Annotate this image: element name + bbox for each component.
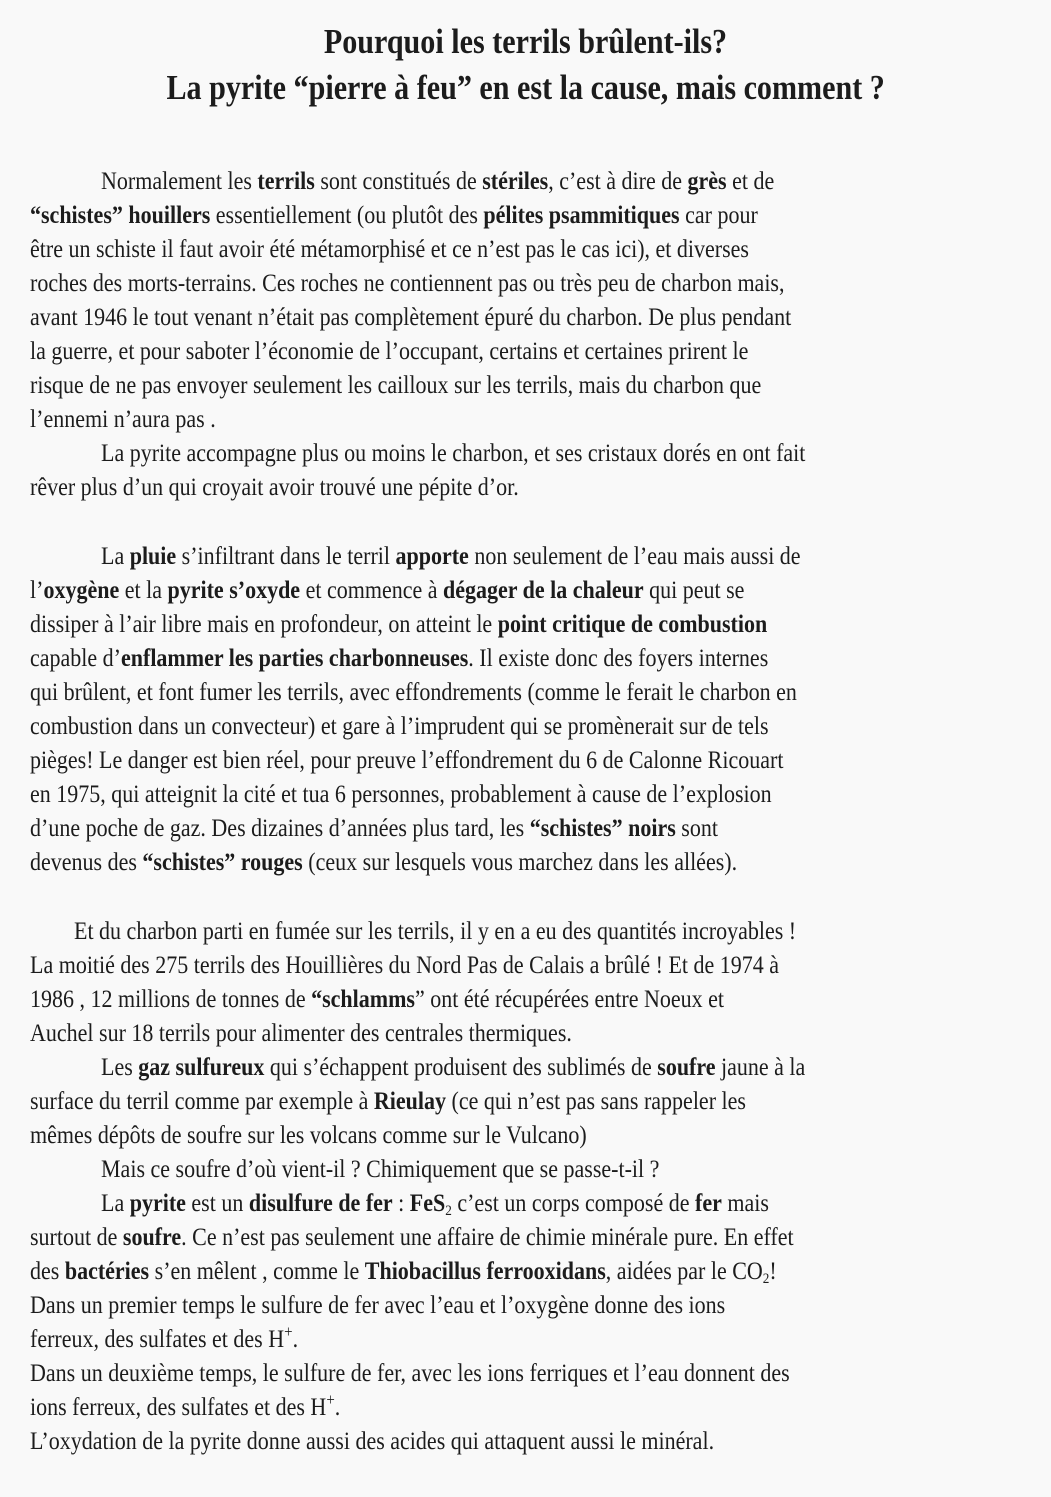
bold-term: “schlamms <box>311 986 415 1013</box>
title-line-2 <box>0 68 1051 108</box>
text-run: qui peut se <box>643 577 745 604</box>
text-run: ! <box>769 1258 777 1285</box>
bold-term: enflammer les parties charbonneuses <box>120 645 469 672</box>
text-run: l’ <box>30 577 44 604</box>
text-line <box>30 269 784 299</box>
text-line <box>30 610 767 640</box>
text-run: La pyrite accompagne plus ou moins le charbon, et ses cristaux dorés en ont fait <box>101 440 806 467</box>
bold-term: soufre <box>122 1224 182 1251</box>
text-run: qui s’échappent produisent des sublimés de <box>264 1054 658 1081</box>
text-line <box>101 1155 659 1185</box>
text-run: qui brûlent, et font fumer les terrils, avec effondrements (comme le ferait le charbon en <box>30 679 797 706</box>
bold-term: grès <box>687 168 727 195</box>
text-line <box>30 814 718 844</box>
text-line <box>30 576 744 606</box>
text-run: essentiellement (ou plutôt des <box>210 202 484 229</box>
subscript: 2 <box>762 1271 770 1287</box>
text-line <box>30 405 216 435</box>
text-run: capable d’ <box>30 645 121 672</box>
title-text-1: Pourquoi les terrils brûlent-ils? <box>323 22 728 61</box>
text-run: et commence à <box>300 577 444 604</box>
text-run: 1986 , 12 millions de tonnes de <box>30 986 312 1013</box>
text-run: L’oxydation de la pyrite donne aussi des acides qui attaquent aussi le minéral. <box>30 1428 715 1455</box>
text-run: La moitié des 275 terrils des Houillières du Nord Pas de Calais a brûlé ! Et de 1974 à <box>30 952 780 979</box>
text-run: car pour <box>679 202 758 229</box>
text-line <box>30 371 761 401</box>
text-line <box>101 542 801 572</box>
text-line <box>30 951 779 981</box>
text-run: avant 1946 le tout venant n’était pas complètement épuré du charbon. De plus pendant <box>30 304 792 331</box>
text-run: Les <box>101 1054 139 1081</box>
text-line <box>101 1053 805 1083</box>
text-line <box>30 201 758 231</box>
text-run: c’est un corps composé de <box>451 1190 695 1217</box>
text-line <box>30 780 772 810</box>
text-line <box>30 235 749 265</box>
text-line <box>74 917 796 947</box>
text-run: ” ont été récupérées entre Noeux et <box>414 986 725 1013</box>
text-line <box>101 167 774 197</box>
text-run: Normalement les <box>101 168 258 195</box>
bold-term: apporte <box>395 543 469 570</box>
text-run: la guerre, et pour saboter l’économie de l’occupant, certains et certaines prirent le <box>30 338 749 365</box>
text-run: surface du terril comme par exemple à <box>30 1088 374 1115</box>
text-run: et la <box>119 577 168 604</box>
text-line <box>30 1390 341 1423</box>
text-line <box>30 1223 794 1253</box>
bold-term: pluie <box>129 543 177 570</box>
text-run: combustion dans un convecteur) et gare à l’imprudent qui se promènerait sur de tels <box>30 713 769 740</box>
text-run: , c’est à dire de <box>548 168 688 195</box>
text-run: sont constitués de <box>314 168 483 195</box>
bold-term: pyrite <box>129 1190 186 1217</box>
text-line <box>30 1322 299 1355</box>
text-run: l’ennemi n’aura pas . <box>30 406 216 433</box>
text-run: d’une poche de gaz. Des dizaines d’années plus tard, les <box>30 815 530 842</box>
text-run: surtout de <box>30 1224 123 1251</box>
text-run: risque de ne pas envoyer seulement les cailloux sur les terrils, mais du charbon que <box>30 372 762 399</box>
bold-term: oxygène <box>43 577 120 604</box>
text-run: Dans un premier temps le sulfure de fer avec l’eau et l’oxygène donne des ions <box>30 1292 726 1319</box>
text-run: ferreux, des sulfates et des H <box>30 1326 285 1353</box>
text-line <box>101 439 805 469</box>
bold-term: pyrite s’oxyde <box>167 577 301 604</box>
text-run: devenus des <box>30 849 143 876</box>
text-run: roches des morts-terrains. Ces roches ne contiennent pas ou très peu de charbon mais, <box>30 270 785 297</box>
bold-term: FeS <box>409 1190 446 1217</box>
bold-term: “schistes” rouges <box>142 849 303 876</box>
superscript: + <box>326 1390 335 1409</box>
text-run: mais <box>721 1190 769 1217</box>
text-run: (ceux sur lesquels vous marchez dans les allées). <box>302 849 738 876</box>
bold-term: soufre <box>657 1054 716 1081</box>
text-run: Dans un deuxième temps, le sulfure de fer, avec les ions ferriques et l’eau donnent des <box>30 1360 790 1387</box>
text-line <box>30 473 519 503</box>
text-run: non seulement de l’eau mais aussi de <box>468 543 801 570</box>
superscript: + <box>284 1322 293 1341</box>
title-text-2: La pyrite “pierre à feu” en est la cause, mais comment ? <box>166 68 885 107</box>
text-line <box>30 1121 587 1151</box>
text-line <box>30 712 769 742</box>
text-line <box>30 678 797 708</box>
text-run: est un <box>185 1190 249 1217</box>
bold-term: pélites psammitiques <box>483 202 680 229</box>
text-line <box>30 1427 714 1457</box>
text-run: et de <box>726 168 775 195</box>
text-run: en 1975, qui atteignit la cité et tua 6 personnes, probablement à cause de l’explosion <box>30 781 772 808</box>
bold-term: stériles <box>482 168 549 195</box>
text-run: . Ce n’est pas seulement une affaire de chimie minérale pure. En effet <box>181 1224 794 1251</box>
text-run: s’infiltrant dans le terril <box>176 543 396 570</box>
text-run: être un schiste il faut avoir été métamorphisé et ce n’est pas le cas ici), et diverses <box>30 236 750 263</box>
text-line <box>30 848 737 878</box>
bold-term: terrils <box>257 168 315 195</box>
bold-term: Rieulay <box>373 1088 447 1115</box>
text-run: . <box>292 1326 299 1353</box>
text-run: Et du charbon parti en fumée sur les terrils, il y en a eu des quantités incroyables ! <box>74 918 797 945</box>
text-run: sont <box>675 815 718 842</box>
text-line <box>30 1257 777 1287</box>
text-line <box>30 746 783 776</box>
subscript: 2 <box>445 1203 452 1219</box>
text-line <box>30 985 724 1015</box>
text-line <box>30 1359 790 1389</box>
title-line-1 <box>0 22 1051 62</box>
text-run: s’en mêlent , comme le <box>149 1258 365 1285</box>
text-line <box>101 1189 769 1219</box>
text-line <box>30 337 748 367</box>
text-run: . Il existe donc des foyers internes <box>468 645 769 672</box>
text-line <box>30 644 768 674</box>
bold-term: gaz sulfureux <box>138 1054 265 1081</box>
text-line <box>30 1291 725 1321</box>
bold-term: “schistes” houillers <box>30 202 211 229</box>
text-run: des <box>30 1258 65 1285</box>
text-run: rêver plus d’un qui croyait avoir trouvé une pépite d’or. <box>30 474 519 501</box>
bold-term: dégager de la chaleur <box>443 577 644 604</box>
text-run: dissiper à l’air libre mais en profondeur, on atteint le <box>30 611 498 638</box>
text-run: pièges! Le danger est bien réel, pour preuve l’effondrement du 6 de Calonne Ricouart <box>30 747 784 774</box>
text-run: Mais ce soufre d’où vient-il ? Chimiquement que se passe-t-il ? <box>101 1156 660 1183</box>
text-line <box>30 1019 572 1049</box>
bold-term: disulfure de fer <box>248 1190 393 1217</box>
text-run: La <box>101 543 130 570</box>
text-run: mêmes dépôts de soufre sur les volcans comme sur le Vulcano) <box>30 1122 587 1149</box>
text-line <box>30 1087 746 1117</box>
bold-term: Thiobacillus ferrooxidans <box>364 1258 606 1285</box>
text-run: , aidées par le CO <box>605 1258 763 1285</box>
bold-term: “schistes” noirs <box>529 815 676 842</box>
bold-term: fer <box>695 1190 722 1217</box>
text-run: . <box>334 1394 341 1421</box>
text-run: jaune à la <box>715 1054 806 1081</box>
text-run: Auchel sur 18 terrils pour alimenter des centrales thermiques. <box>30 1020 572 1047</box>
text-run: (ce qui n’est pas sans rappeler les <box>446 1088 746 1115</box>
text-line <box>30 303 791 333</box>
bold-term: point critique de combustion <box>497 611 768 638</box>
text-run: ions ferreux, des sulfates et des H <box>30 1394 327 1421</box>
text-run: La <box>101 1190 130 1217</box>
text-run: : <box>392 1190 410 1217</box>
bold-term: bactéries <box>64 1258 150 1285</box>
